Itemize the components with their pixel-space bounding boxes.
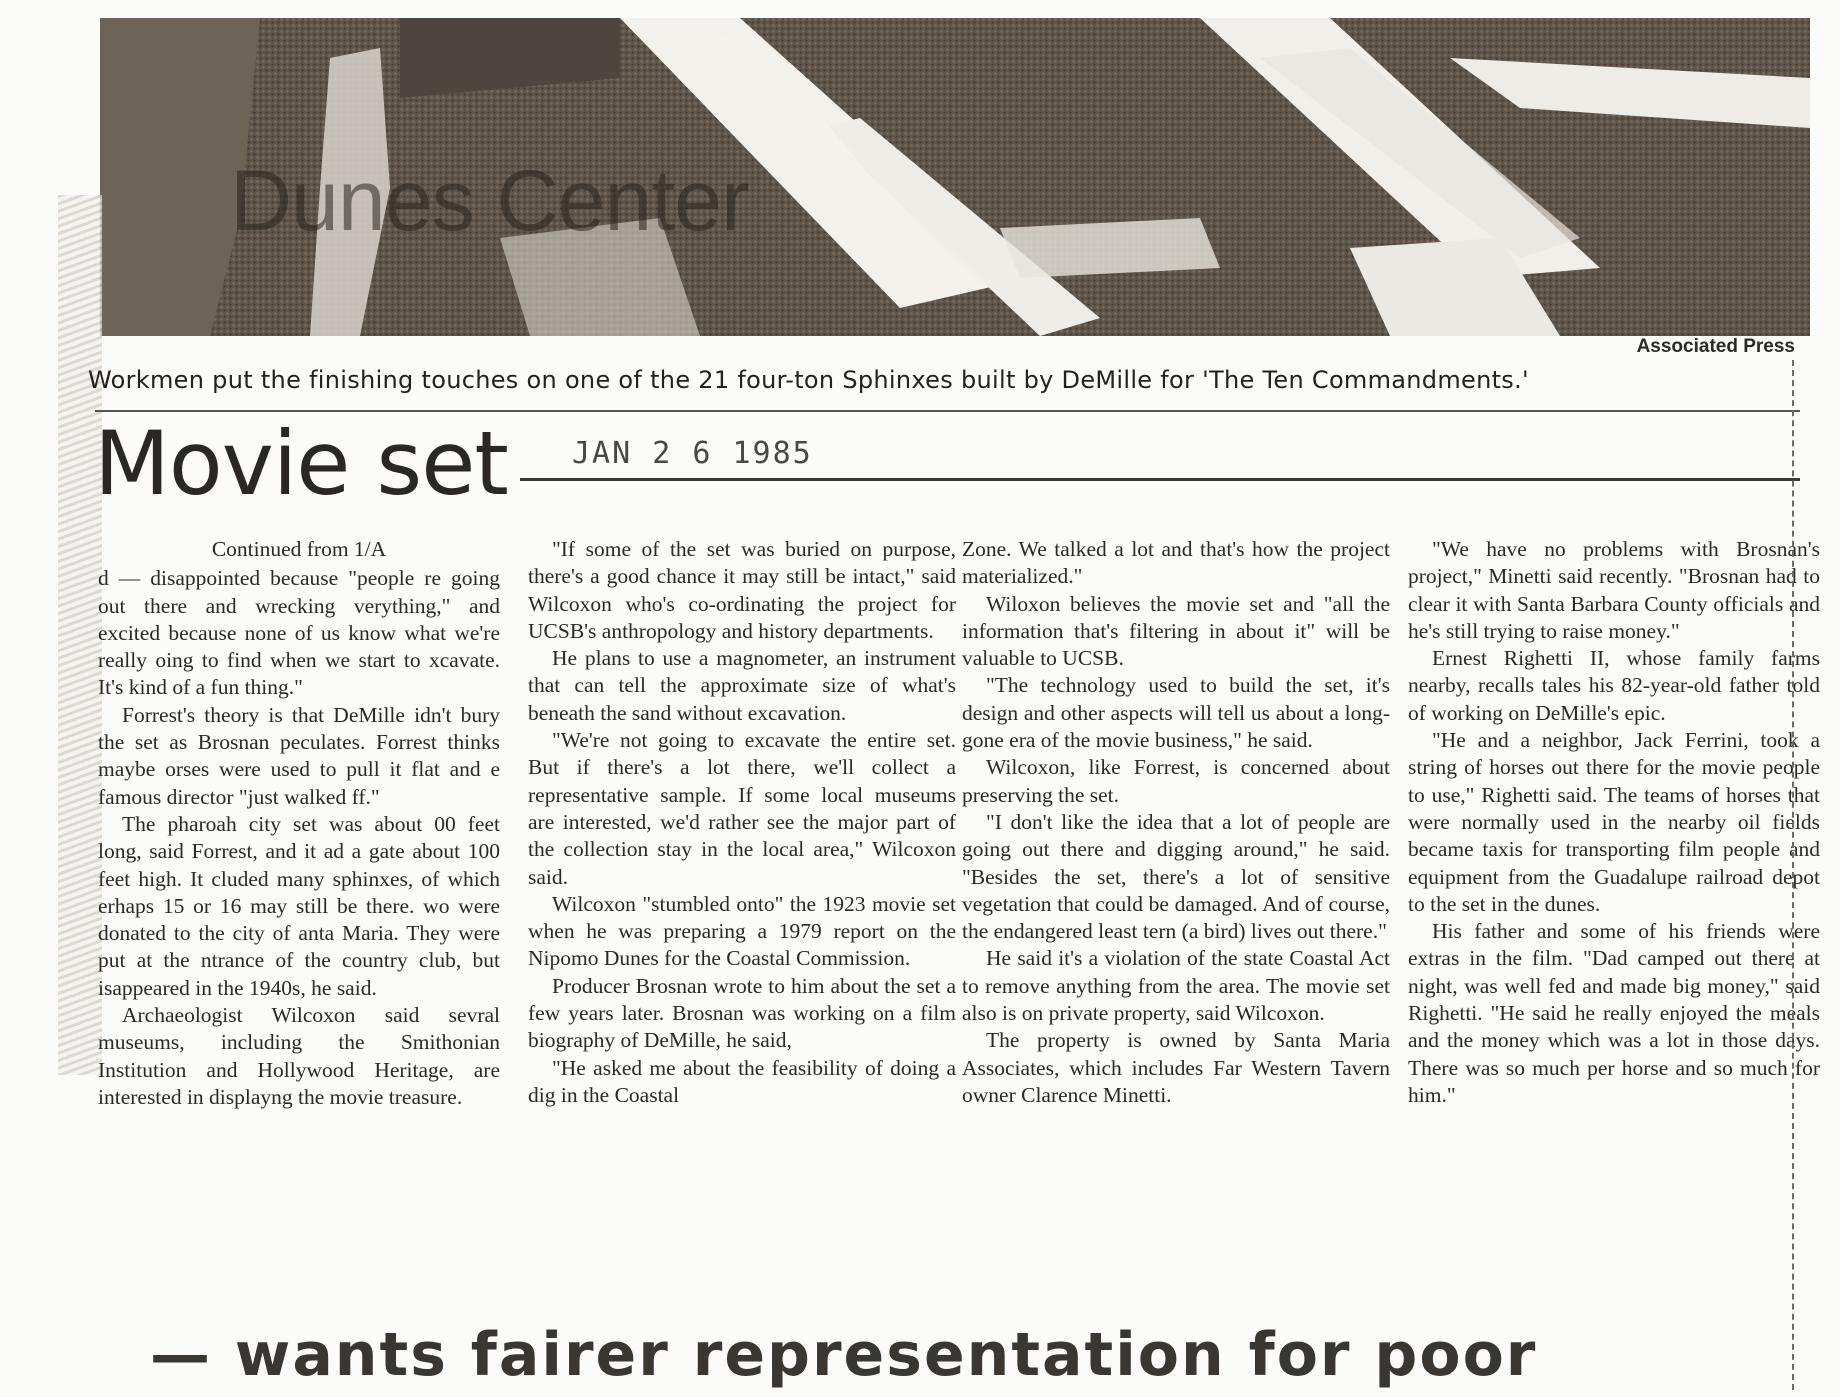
photo-watermark: Dunes Center — [230, 153, 749, 249]
torn-clipping-edge — [58, 195, 102, 1075]
paragraph: "The technology used to build the set, it's design and other aspects will tell us about a long-gone era of the movie business," he said. — [962, 673, 1390, 753]
paragraph: Forrest's theory is that DeMille idn't bury the set as Brosnan peculates. Forrest thinks maybe orses were used to pull it flat and e famous director "just walked ff." — [98, 702, 500, 809]
paragraph: Producer Brosnan wrote to him about the set a few years later. Brosnan was working on a film biography of DeMille, he said, — [528, 973, 956, 1053]
paragraph: Wilcoxon, like Forrest, is concerned about preserving the set. — [962, 755, 1390, 807]
paragraph: Archaeologist Wilcoxon said sevral museums, including the Smithonian Institution and Hollywood Heritage, are interested in displayng the movie treasure. — [98, 1003, 500, 1109]
continued-dateline: Continued from 1/A — [211, 537, 387, 561]
paragraph: Zone. We talked a lot and that's how the project materialized." — [962, 537, 1390, 589]
headline-rule — [520, 478, 1800, 481]
article-column-1 — [98, 536, 500, 1111]
paragraph: "If some of the set was buried on purpose, there's a good chance it may still be intact," said Wilcoxon who's co-ordinating the project for UCSB's anthropology and history departments. — [528, 537, 956, 643]
article-column-3 — [962, 536, 1390, 1109]
article-column-4 — [1408, 536, 1820, 1109]
paragraph: Wiloxon believes the movie set and "all the information that's filtering in about it" will be valuable to UCSB. — [962, 591, 1390, 671]
paragraph: "We're not going to excavate the entire set. But if there's a lot there, we'll collect a representative sample. If some local museums are interested, we'd rather see the major part of the collection stay in the local area," Wilcoxon said. — [528, 728, 956, 889]
paragraph: "He and a neighbor, Jack Ferrini, took a string of horses out there for the movie people to use," Righetti said. The teams of horses that were normally used in the nearby oil fields became taxis for transporting film people and equipment from the Guadalupe railroad depot to the set in the dunes. — [1408, 728, 1820, 916]
paragraph: d — disappointed because "people re going out there and wrecking verything," and excited because none of us know what we're really oing to find when we start to xcavate. It's kind of a fun thing." — [98, 566, 500, 700]
paragraph: The property is owned by Santa Maria Associates, which includes Far Western Tavern owner Clarence Minetti. — [962, 1028, 1390, 1107]
article-column-2 — [528, 536, 956, 1109]
photo-credit: Associated Press — [1636, 336, 1795, 357]
paragraph: Ernest Righetti II, whose family farms nearby, recalls tales his 82-year-old father told of working on DeMille's epic. — [1408, 646, 1820, 725]
paragraph: The pharoah city set was about 00 feet long, said Forrest, and it ad a gate about 100 feet high. It cluded many sphinxes, of which erhaps 15 or 16 may still be there. wo were donated to the city of anta Maria. They were put at the ntrance of the country club, but isappeared in the 1940s, he said. — [98, 811, 500, 1000]
news-photo — [100, 18, 1810, 336]
paragraph: Wilcoxon "stumbled onto" the 1923 movie set when he was preparing a 1979 report on the Nipomo Dunes for the Coastal Commission. — [528, 891, 956, 971]
paragraph: His father and some of his friends were extras in the film. "Dad camped out there at night, was well fed and made big money," said Righetti. "He said he really enjoyed the meals and the money which was a lot in those days. There was so much per horse and so much for him." — [1408, 919, 1820, 1107]
next-article-headline: — wants fairer representation for poor — [150, 1320, 1538, 1390]
paragraph: "We have no problems with Brosnan's project," Minetti said recently. "Brosnan had to clear it with Santa Barbara County officials and he's still trying to raise money." — [1408, 537, 1820, 643]
date-stamp: JAN 2 6 1985 — [572, 436, 813, 471]
paragraph: He said it's a violation of the state Coastal Act to remove anything from the area. The movie set also is on private property, said Wilcoxon. — [962, 946, 1390, 1026]
paragraph: "I don't like the idea that a lot of people are going out there and digging around," he said. "Besides the set, there's a lot of sensitive vegetation that could be damaged. And of course, the endangered least tern (a bird) lives out there." — [962, 809, 1390, 944]
article-headline: Movie set — [94, 412, 508, 515]
cut-line — [1792, 360, 1794, 1390]
paragraph: He plans to use a magnometer, an instrument that can tell the approximate size of what's beneath the sand without excavation. — [528, 646, 956, 725]
paragraph: "He asked me about the feasibility of doing a dig in the Coastal — [528, 1055, 956, 1107]
photo-caption: Workmen put the finishing touches on one of the 21 four-ton Sphinxes built by DeMille for 'The Ten Commandments.' — [88, 366, 1529, 394]
